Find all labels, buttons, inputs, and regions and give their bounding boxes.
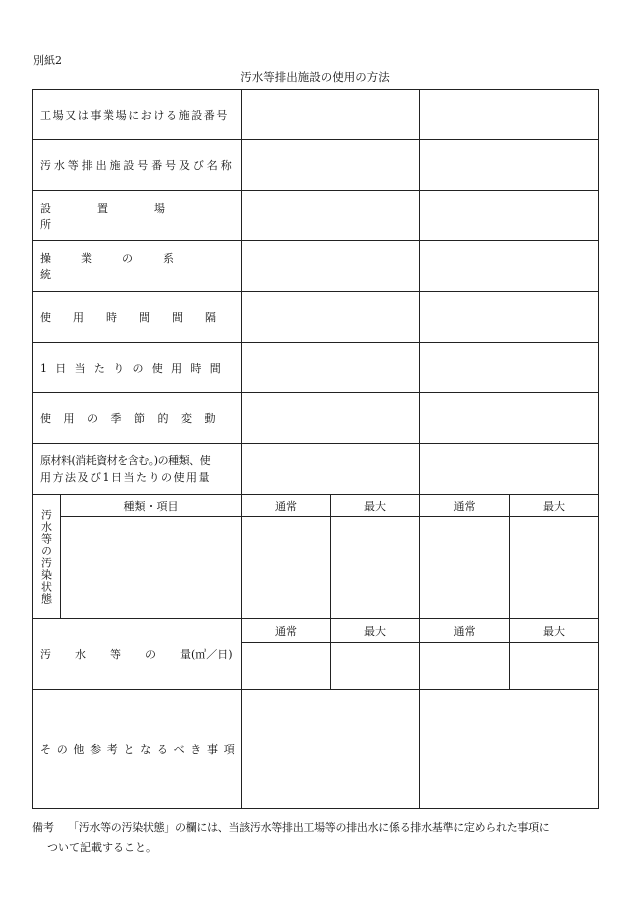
daily-hours-label: 1日当たりの使用時間 (40, 361, 229, 375)
document-label: 別紙2 (33, 54, 62, 67)
volume-normal-header-1: 通常 (275, 624, 297, 638)
volume-max-header-2: 最大 (543, 624, 565, 638)
document-title: 汚水等排出施設の使用の方法 (240, 70, 390, 84)
remarks-line-1: 備考 「汚水等の汚染状態」の欄には、当該汚水等排出工場等の排出水に係る排水基準に定められた事項に (32, 821, 550, 834)
operation-label: 操業の系統 (40, 252, 204, 281)
volume-normal-header-2: 通常 (453, 624, 476, 638)
item-type-header: 種類・項目 (123, 499, 179, 513)
normal-header-2: 通常 (453, 499, 476, 513)
seasonal-label: 使用の季節的変動 (40, 412, 228, 425)
pollution-state-label: 汚水等の汚染状態 (39, 508, 53, 605)
max-header-1: 最大 (364, 499, 386, 513)
volume-label: 汚水等の 量(㎥／日) (40, 648, 233, 661)
normal-header-1: 通常 (275, 499, 297, 513)
location-label: 設置場所 (40, 201, 211, 231)
other-matters-label: その他参考となるべき事項 (40, 743, 241, 756)
materials-label: 原材料(消耗資材を含む。)の種類、使 用方法及び1日当たりの使用量 (40, 454, 211, 484)
interval-label: 使用時間間隔 (40, 311, 238, 324)
facility-name-label: 汚水等排出施設号番号及び名称 (40, 159, 235, 172)
remarks-line-2: ついて記載すること。 (47, 841, 157, 854)
facility-number-label: 工場又は事業場における施設番号 (40, 108, 229, 122)
usage-form-table (32, 89, 599, 809)
max-header-2: 最大 (543, 499, 565, 513)
remarks (32, 818, 602, 858)
volume-max-header-1: 最大 (364, 624, 386, 638)
